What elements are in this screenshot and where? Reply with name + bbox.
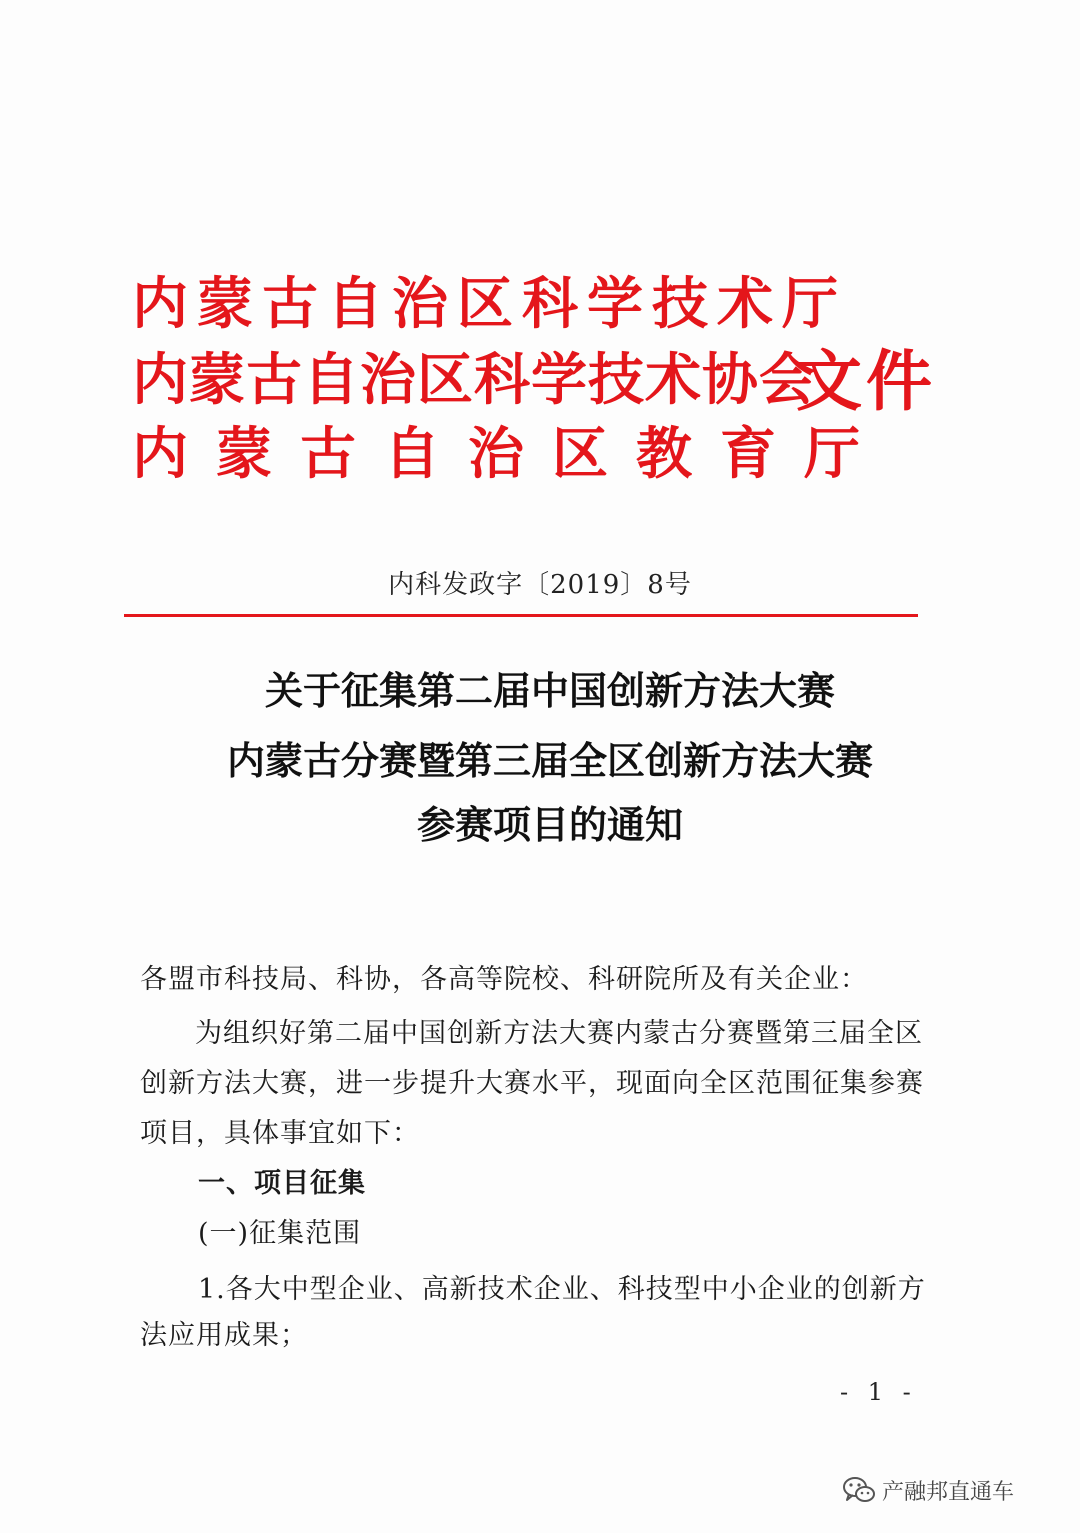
document-type-label: 文件 bbox=[796, 342, 936, 420]
red-divider bbox=[124, 614, 918, 617]
page-number: - 1 - bbox=[840, 1378, 917, 1406]
title-line-1: 关于征集第二届中国创新方法大赛 bbox=[264, 669, 835, 713]
intro-line-2: 创新方法大赛，进一步提升大赛水平，现面向全区范围征集参赛 bbox=[140, 1068, 924, 1099]
item-1-line-2: 法应用成果； bbox=[140, 1320, 308, 1351]
document-number: 内科发政字〔2019〕8号 bbox=[388, 570, 692, 600]
item-1-line-1: 1.各大中型企业、高新技术企业、科技型中小企业的创新方 bbox=[198, 1274, 926, 1305]
watermark bbox=[842, 1470, 1014, 1510]
salutation: 各盟市科技局、科协，各高等院校、科研院所及有关企业： bbox=[140, 964, 868, 995]
issuer-line-2: 内蒙古自治区科学技术协会 bbox=[132, 347, 816, 413]
intro-line-1: 为组织好第二届中国创新方法大赛内蒙古分赛暨第三届全区 bbox=[195, 1018, 923, 1049]
issuer-line-3: 内蒙古自治区教育厅 bbox=[132, 421, 888, 487]
issuer-line-1: 内蒙古自治区科学技术厅 bbox=[132, 271, 847, 337]
watermark-text: 产融邦直通车 bbox=[882, 1479, 1015, 1505]
title-line-3: 参赛项目的通知 bbox=[416, 803, 683, 847]
section-heading: 一、项目征集 bbox=[198, 1168, 366, 1199]
bleed-through-text bbox=[150, 200, 534, 231]
subsection-heading: (一)征集范围 bbox=[198, 1218, 362, 1249]
title-line-2: 内蒙古分赛暨第三届全区创新方法大赛 bbox=[226, 739, 873, 783]
wechat-icon bbox=[842, 1475, 876, 1505]
intro-line-3: 项目，具体事宜如下： bbox=[140, 1118, 420, 1149]
